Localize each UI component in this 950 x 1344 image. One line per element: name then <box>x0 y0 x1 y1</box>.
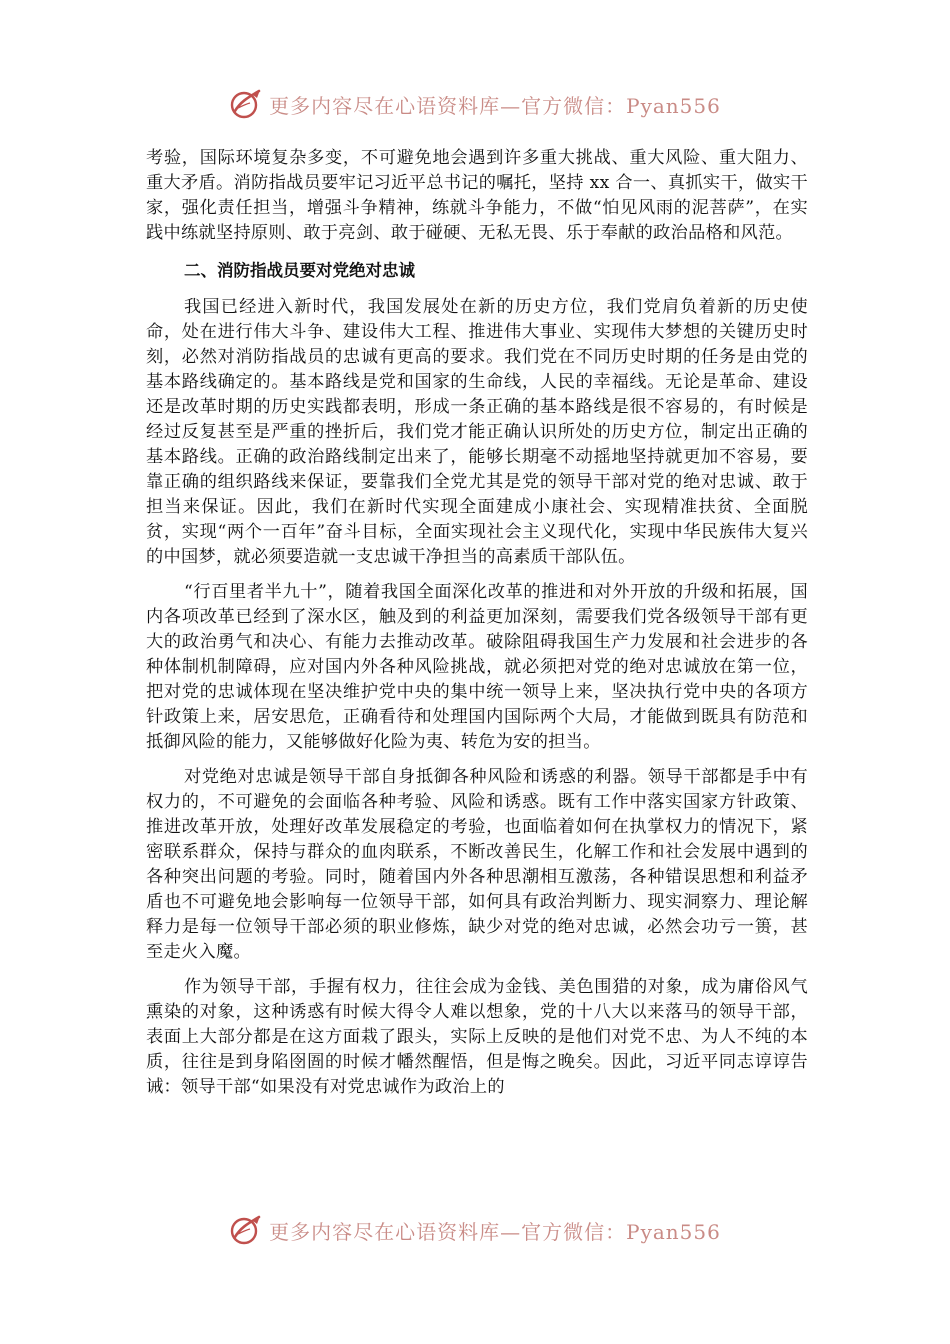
pen-logo-icon <box>229 1213 263 1247</box>
footer-banner-text: 更多内容尽在心语资料库—官方微信：Pyan556 <box>269 1219 721 1244</box>
pen-logo-icon <box>229 87 263 121</box>
header-banner <box>0 84 950 124</box>
paragraph-1: 考验，国际环境复杂多变，不可避免地会遇到许多重大挑战、重大风险、重大阻力、重大矛盾。消防指战员要牢记习近平总书记的嘱托，坚持 xx 合一、真抓实干，做实干家，强化责任担当，增强斗争精神，练就斗争能力，不做“怕见风雨的泥菩萨”，在实践中练就坚持原则、敢于亮剑、敢于碰硬、无私无畏、乐于奉献的政治品格和风范。 <box>146 148 808 243</box>
document-body <box>146 146 808 1100</box>
footer-banner <box>0 1210 950 1250</box>
paragraph-2: 我国已经进入新时代，我国发展处在新的历史方位，我们党肩负着新的历史使命，处在进行伟大斗争、建设伟大工程、推进伟大事业、实现伟大梦想的关键历史时刻，必然对消防指战员的忠诚有更高的要求。我们党在不同历史时期的任务是由党的基本路线确定的。基本路线是党和国家的生命线，人民的幸福线。无论是革命、建设还是改革时期的历史实践都表明，形成一条正确的基本路线是很不容易的，有时候是经过反复甚至是严重的挫折后，我们党才能正确认识所处的历史方位，制定出正确的基本路线。正确的政治路线制定出来了，能够长期毫不动摇地坚持就更加不容易，要靠正确的组织路线来保证，要靠我们全党尤其是党的领导干部对党的绝对忠诚、敢于担当来保证。因此，我们在新时代实现全面建成小康社会、实现精准扶贫、全面脱贫，实现“两个一百年”奋斗目标，全面实现社会主义现代化，实现中华民族伟大复兴的中国梦，就必须要造就一支忠诚干净担当的高素质干部队伍。 <box>146 297 808 567</box>
section-heading-2: 二、消防指战员要对党绝对忠诚 <box>184 261 415 280</box>
paragraph-3: “行百里者半九十”，随着我国全面深化改革的推进和对外开放的升级和拓展，国内各项改革已经到了深水区，触及到的利益更加深刻，需要我们党各级领导干部有更大的政治勇气和决心、有能力去推动改革。破除阻碍我国生产力发展和社会进步的各种体制机制障碍，应对国内外各种风险挑战，就必须把对党的绝对忠诚放在第一位，把对党的忠诚体现在坚决维护党中央的集中统一领导上来，坚决执行党中央的各项方针政策上来，居安思危，正确看待和处理国内国际两个大局，才能做到既具有防范和抵御风险的能力，又能够做好化险为夷、转危为安的担当。 <box>146 582 808 752</box>
paragraph-4: 对党绝对忠诚是领导干部自身抵御各种风险和诱惑的利器。领导干部都是手中有权力的，不可避免的会面临各种考验、风险和诱惑。既有工作中落实国家方针政策、推进改革开放，处理好改革发展稳定的考验，也面临着如何在执掌权力的情况下，紧密联系群众，保持与群众的血肉联系，不断改善民生，化解工作和社会发展中遇到的各种突出问题的考验。同时，随着国内外各种思潮相互激荡，各种错误思想和利益矛盾也不可避免地会影响每一位领导干部，如何具有政治判断力、现实洞察力、理论解释力是每一位领导干部必须的职业修炼，缺少对党的绝对忠诚，必然会功亏一篑，甚至走火入魔。 <box>146 767 808 962</box>
header-banner-text: 更多内容尽在心语资料库—官方微信：Pyan556 <box>269 93 721 118</box>
paragraph-5: 作为领导干部，手握有权力，往往会成为金钱、美色围猎的对象，成为庸俗风气熏染的对象，这种诱惑有时候大得令人难以想象，党的十八大以来落马的领导干部，表面上大部分都是在这方面栽了跟头，实际上反映的是他们对党不忠、为人不纯的本质，往往是到身陷囹圄的时候才幡然醒悟，但是悔之晚矣。因此，习近平同志谆谆告诫：领导干部“如果没有对党忠诚作为政治上的 <box>146 977 808 1097</box>
